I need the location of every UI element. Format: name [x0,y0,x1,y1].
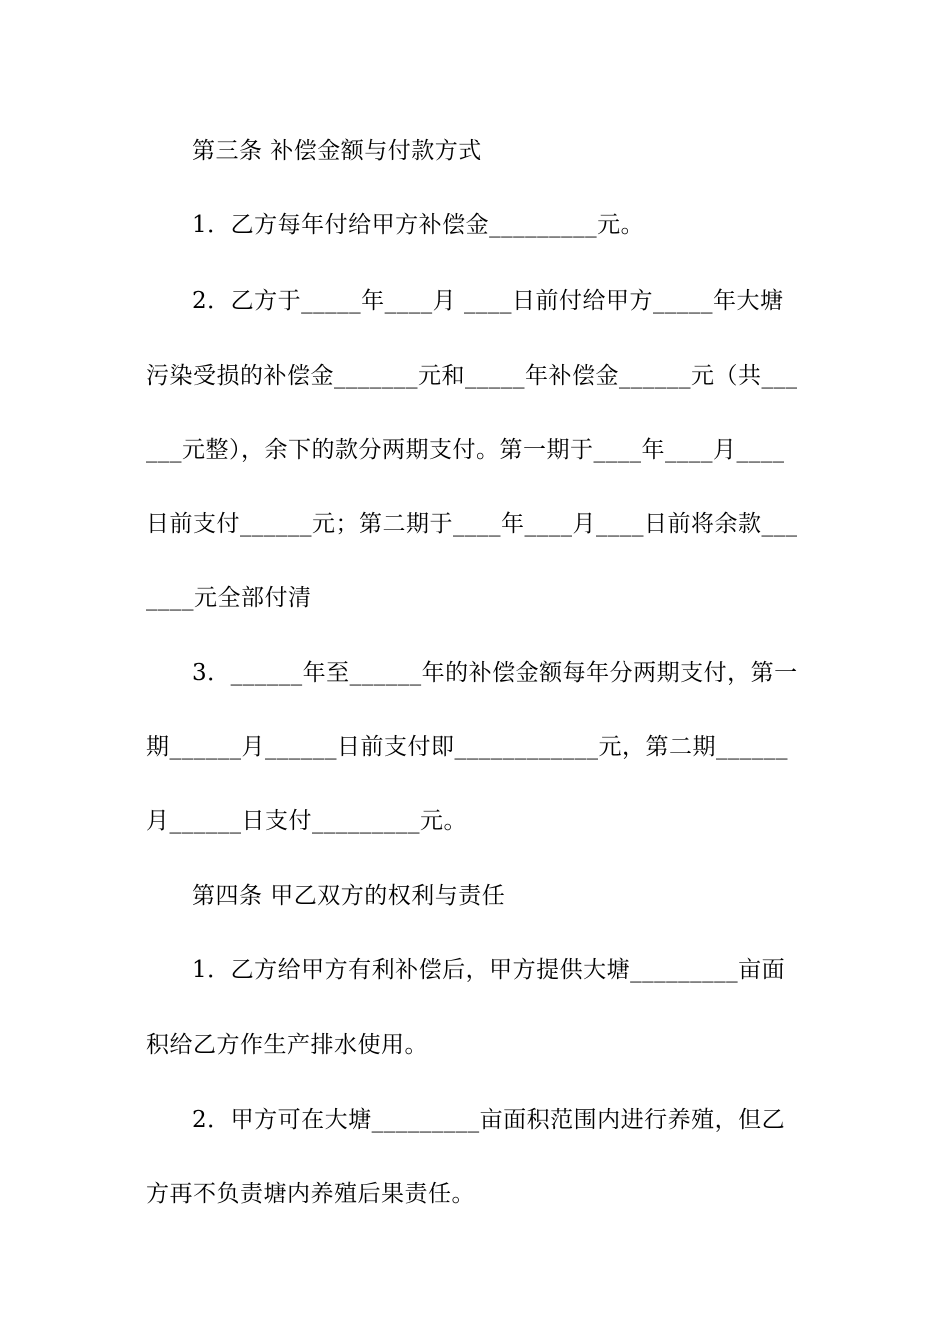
article-3-heading: 第三条 补偿金额与付款方式 [192,138,482,164]
article-4-clause-2-line-1: 2．甲方可在大塘_________亩面积范围内进行养殖，但乙 [192,1107,786,1133]
article-3-clause-3-line-1: 3．______年至______年的补偿金额每年分两期支付，第一 [192,660,798,686]
article-3-clause-2-line-4: 日前支付______元；第二期于____年____月____日前将余款___ [146,511,798,537]
article-3-clause-3-line-3: 月______日支付_________元。 [146,808,467,834]
article-3-clause-2-line-2: 污染受损的补偿金_______元和_____年补偿金______元（共___ [146,363,798,389]
article-3-clause-2-line-1: 2．乙方于_____年____月 ____日前付给甲方_____年大塘 [192,288,784,314]
article-4-clause-2-line-2: 方再不负责塘内养殖后果责任。 [146,1181,475,1207]
article-3-clause-2-line-5: ____元全部付清 [146,585,312,611]
article-4-clause-1-line-1: 1．乙方给甲方有利补偿后，甲方提供大塘_________亩面 [192,957,786,983]
article-3-clause-3-line-2: 期______月______日前支付即____________元，第二期______ [146,734,788,760]
article-3-clause-1: 1．乙方每年付给甲方补偿金_________元。 [192,212,645,238]
article-3-clause-2-line-3: ___元整），余下的款分两期支付。第一期于____年____月____ [146,437,785,463]
article-4-heading: 第四条 甲乙双方的权利与责任 [192,883,506,909]
article-4-clause-1-line-2: 积给乙方作生产排水使用。 [146,1032,428,1058]
